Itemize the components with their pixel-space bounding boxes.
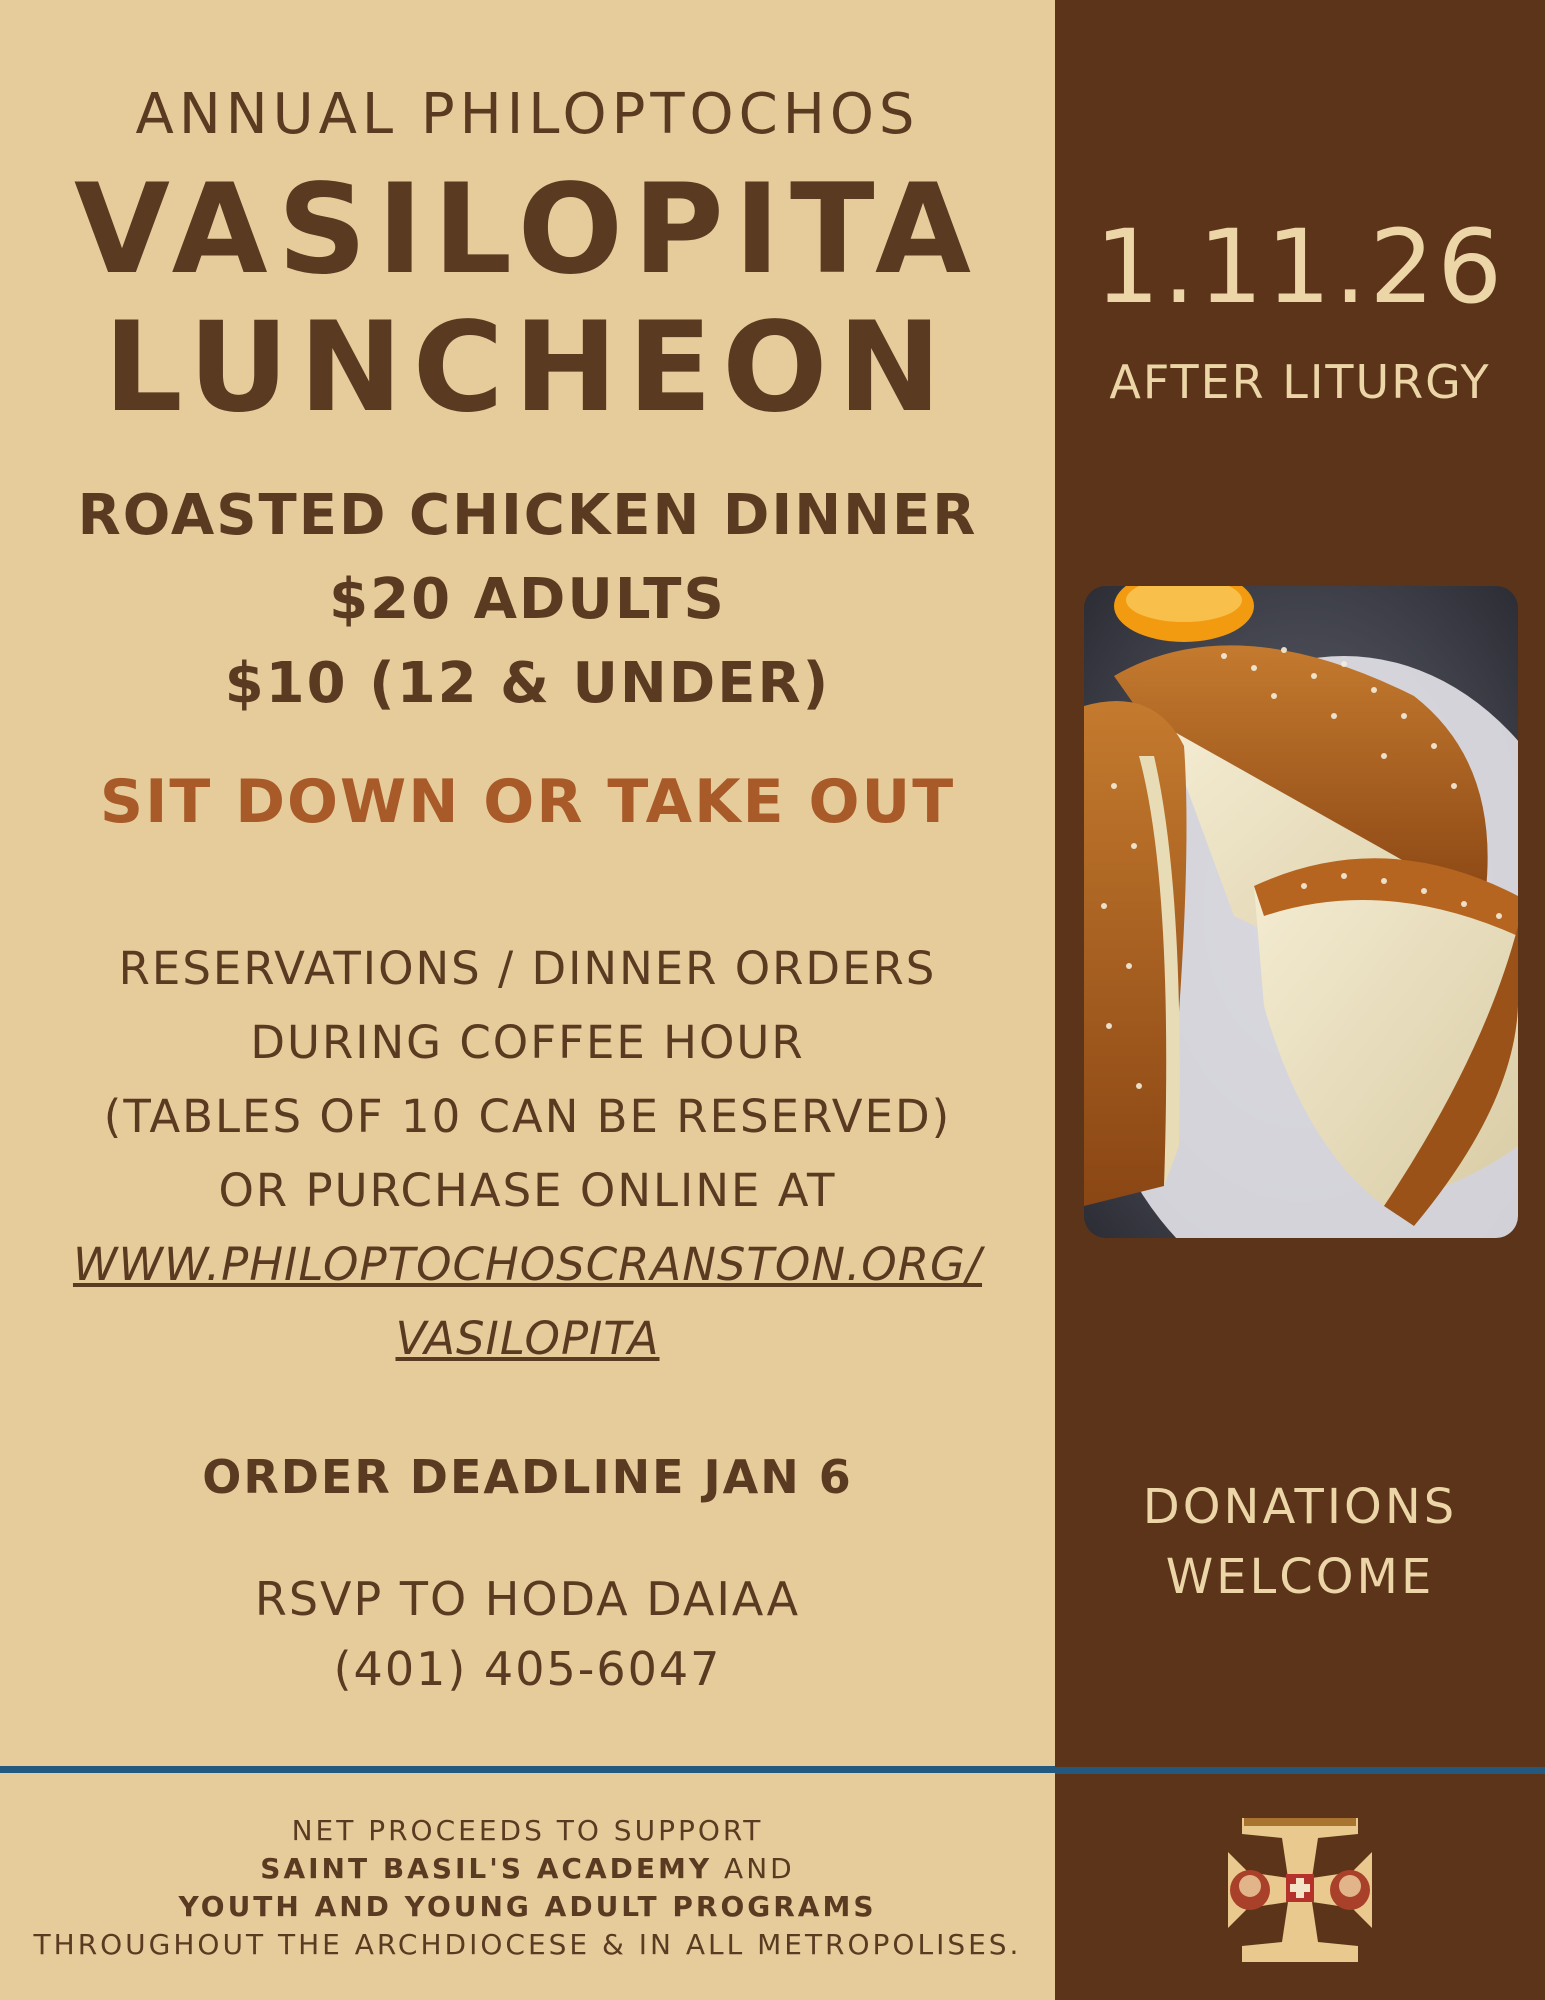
reservation-info: DURING COFFEE HOUR: [250, 1016, 805, 1069]
footer-emphasis: [0, 1888, 1055, 1926]
reservation-info: OR PURCHASE ONLINE AT: [218, 1164, 837, 1217]
event-title: LUNCHEON: [103, 296, 952, 440]
reservation-info: RESERVATIONS / DINNER ORDERS: [118, 942, 937, 995]
divider-line: [1055, 1767, 1545, 1774]
vasilopita-photo: [1084, 586, 1518, 1238]
adult-price: $20 ADULTS: [329, 567, 726, 632]
child-price: $10 (12 & UNDER): [224, 651, 831, 716]
footer-emphasis: SAINT BASIL'S ACADEMY: [260, 1852, 713, 1885]
footer-text: NET PROCEEDS TO SUPPORT: [291, 1814, 764, 1847]
footer-text: [0, 1850, 1055, 1888]
event-date: 1.11.26: [1094, 208, 1506, 327]
footer-emphasis: YOUTH AND YOUNG ADULT PROGRAMS: [178, 1890, 877, 1923]
reservation-info: (TABLES OF 10 CAN BE RESERVED): [103, 1090, 952, 1143]
event-time: AFTER LITURGY: [1109, 355, 1491, 409]
rsvp-phone: (401) 405-6047: [333, 1642, 722, 1696]
cross-icon: [1222, 1812, 1378, 1968]
rsvp-contact: RSVP TO HODA DAIAA: [254, 1572, 801, 1626]
divider-line: [0, 1766, 1055, 1773]
service-option: SIT DOWN OR TAKE OUT: [99, 767, 956, 837]
donations-note: DONATIONS: [1142, 1479, 1458, 1535]
donations-note: WELCOME: [1165, 1549, 1435, 1605]
footer-text: THROUGHOUT THE ARCHDIOCESE & IN ALL METROPOLISES.: [33, 1928, 1022, 1961]
event-title: VASILOPITA: [74, 158, 981, 302]
purchase-link[interactable]: WWW.PHILOPTOCHOSCRANSTON.ORG/: [72, 1238, 983, 1291]
order-deadline: ORDER DEADLINE JAN 6: [202, 1450, 853, 1504]
menu-item: ROASTED CHICKEN DINNER: [77, 483, 978, 548]
footer-text: AND: [712, 1852, 795, 1885]
event-kicker: ANNUAL PHILOPTOCHOS: [135, 82, 920, 147]
purchase-link[interactable]: VASILOPITA: [395, 1312, 660, 1365]
